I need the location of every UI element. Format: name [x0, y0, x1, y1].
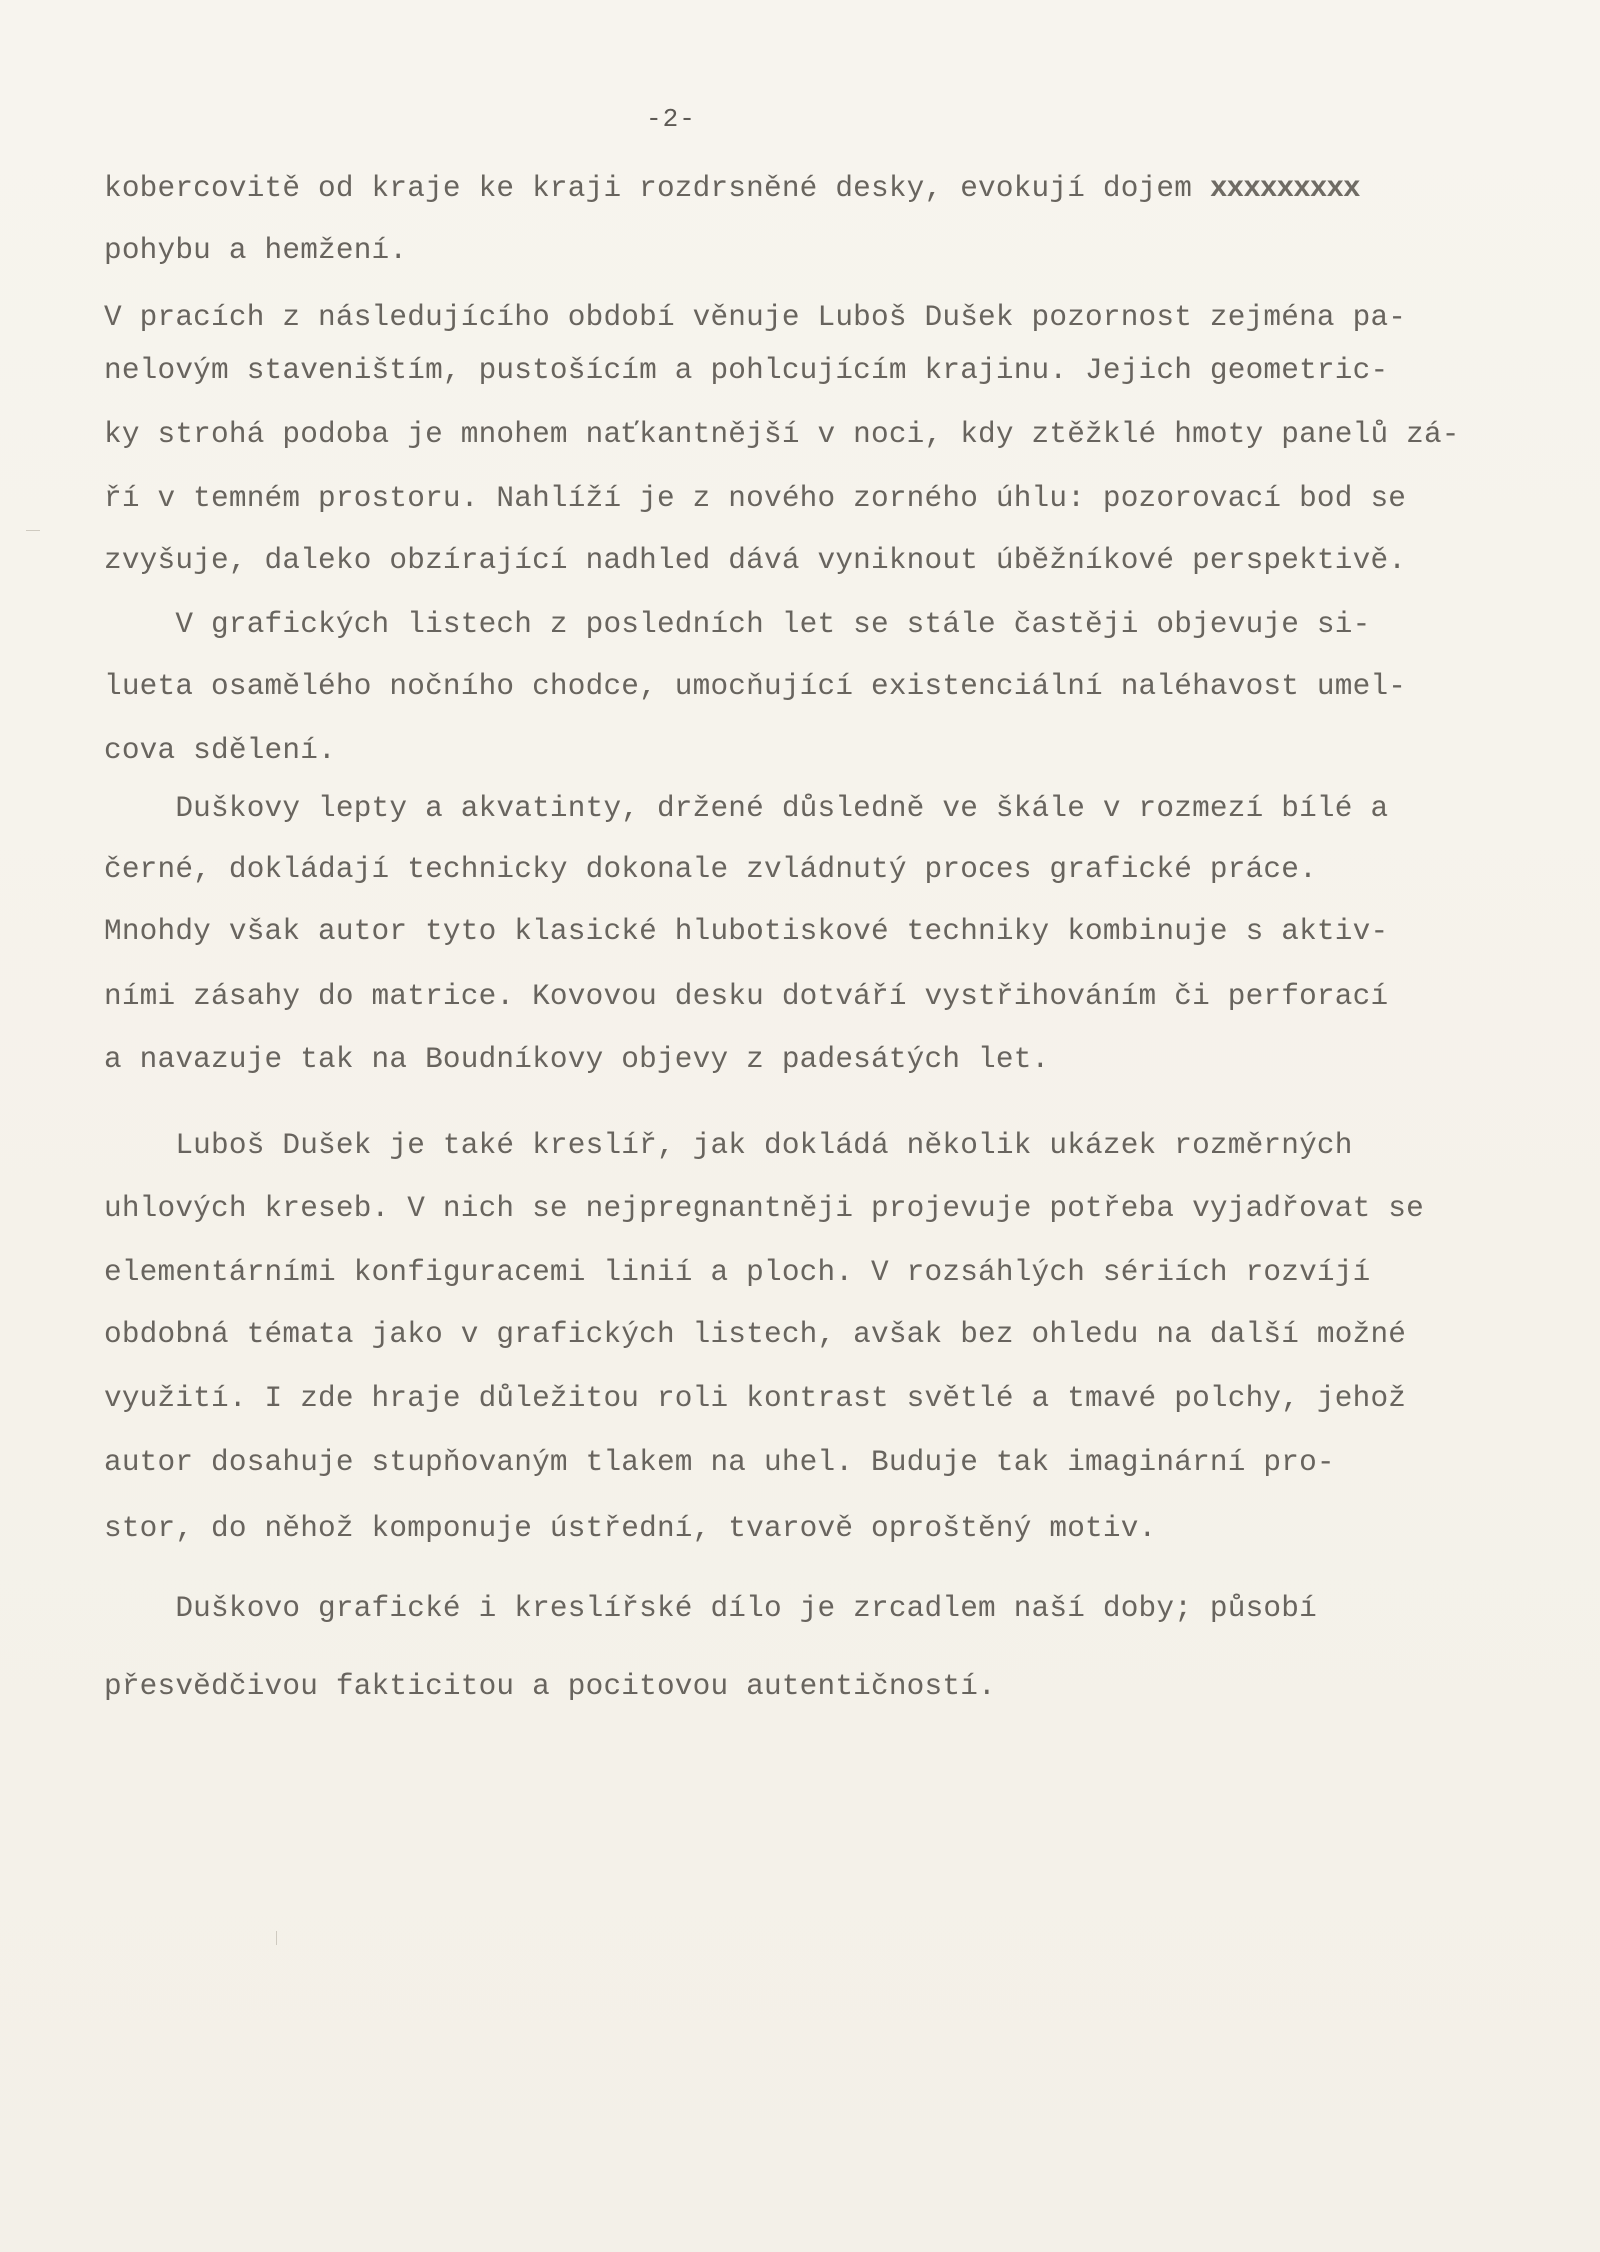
text-line: Duškovy lepty a akvatinty, držené důsledně ve škále v rozmezí bílé a: [104, 792, 1389, 825]
text-line: nelovým staveništím, pustošícím a pohlcujícím krajinu. Jejich geometric-: [104, 354, 1389, 387]
text-line: využití. I zde hraje důležitou roli kontrast světlé a tmavé polchy, jehož: [104, 1382, 1407, 1415]
text-line: ří v temném prostoru. Nahlíží je z nového zorného úhlu: pozorovací bod se: [104, 482, 1407, 515]
text-line: uhlových kreseb. V nich se nejpregnantněji projevuje potřeba vyjadřovat se: [104, 1192, 1424, 1225]
text-line: a navazuje tak na Boudníkovy objevy z padesátých let.: [104, 1043, 1050, 1076]
text-line: elementárními konfiguracemi linií a ploch. V rozsáhlých sériích rozvíjí: [104, 1256, 1371, 1289]
text-line: stor, do něhož komponuje ústřední, tvarově oproštěný motiv.: [104, 1512, 1157, 1545]
margin-mark: [26, 530, 40, 531]
text-line: přesvědčivou fakticitou a pocitovou autentičností.: [104, 1670, 996, 1703]
text-line: černé, dokládají technicky dokonale zvládnutý proces grafické práce.: [104, 853, 1317, 886]
text-line: kobercovitě od kraje ke kraji rozdrsněné desky, evokují dojem xxxxxxxxx: [104, 172, 1360, 205]
text-line: Luboš Dušek je také kreslíř, jak dokládá několik ukázek rozměrných: [104, 1129, 1353, 1162]
margin-mark: [276, 1931, 277, 1945]
text-line: cova sdělení.: [104, 734, 336, 767]
struck-out-text: xxxxxxxxx: [1209, 172, 1360, 205]
page-number: -2-: [646, 104, 696, 134]
text-line: pohybu a hemžení.: [104, 234, 408, 267]
text-line: ky strohá podoba je mnohem naťkantnější v noci, kdy ztěžklé hmoty panelů zá-: [104, 418, 1460, 451]
text-line: Mnohdy však autor tyto klasické hlubotiskové techniky kombinuje s aktiv-: [104, 915, 1389, 948]
text-line: V pracích z následujícího období věnuje Luboš Dušek pozornost zejména pa-: [104, 301, 1407, 334]
text-line: Duškovo grafické i kreslířské dílo je zrcadlem naší doby; působí: [104, 1592, 1317, 1625]
text-line: zvyšuje, daleko obzírající nadhled dává vyniknout úběžníkové perspektivě.: [104, 544, 1407, 577]
text-line: obdobná témata jako v grafických listech, avšak bez ohledu na další možné: [104, 1318, 1407, 1351]
text-line: ními zásahy do matrice. Kovovou desku dotváří vystřihováním či perforací: [104, 980, 1389, 1013]
text-line: autor dosahuje stupňovaným tlakem na uhel. Buduje tak imaginární pro-: [104, 1446, 1335, 1479]
text-line: V grafických listech z posledních let se stále častěji objevuje si-: [104, 608, 1371, 641]
text-line: lueta osamělého nočního chodce, umocňující existenciální naléhavost umel-: [104, 670, 1407, 703]
